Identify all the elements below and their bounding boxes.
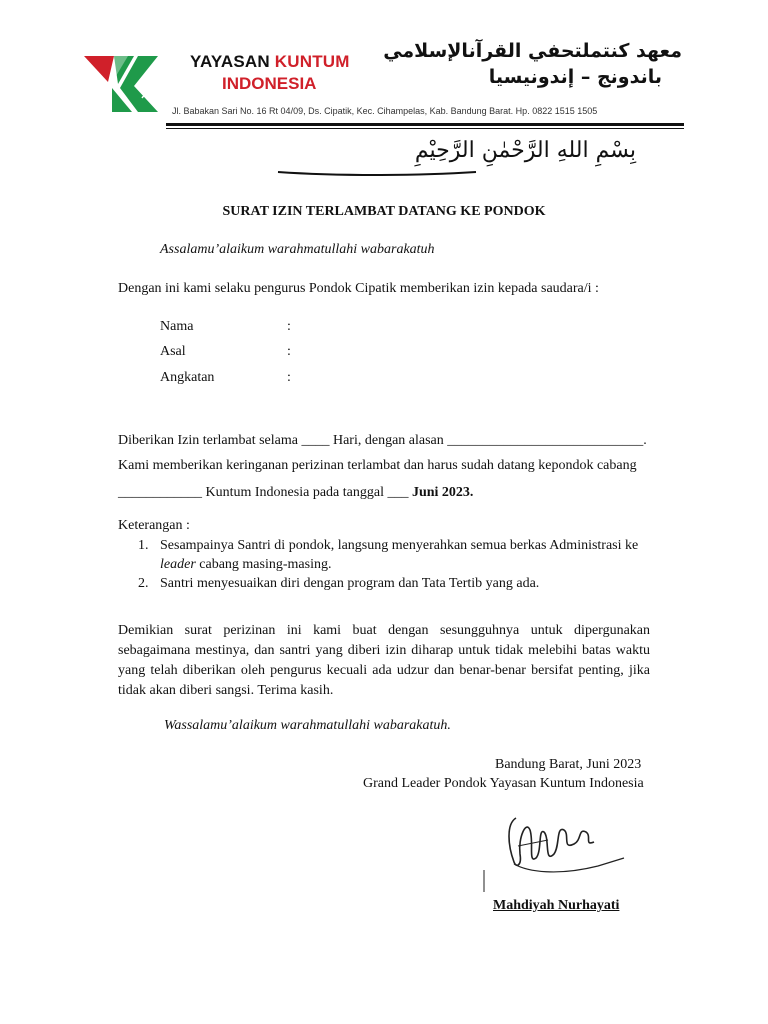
header-rule-thin xyxy=(166,128,684,129)
field-sep-nama: : xyxy=(287,319,291,334)
field-sep-angkatan: : xyxy=(287,370,291,385)
org-name xyxy=(190,52,350,72)
signer-name: Mahdiyah Nurhayati xyxy=(493,898,620,913)
field-sep-asal: : xyxy=(287,344,291,359)
intro-text: Dengan ini kami selaku pengurus Pondok Cipatik memberikan izin kepada saudara/i : xyxy=(118,281,599,296)
tanggal-line-text: ____________ Kuntum Indonesia pada tanggal ___ xyxy=(118,485,412,500)
tanggal-line xyxy=(118,485,473,501)
yayasan-kuntum-logo xyxy=(84,54,162,116)
greeting: Assalamu’alaikum warahmatullahi wabarakatuh xyxy=(160,242,435,257)
closing-salam: Wassalamu’alaikum warahmatullahi wabarakatuh. xyxy=(164,718,451,733)
note-text-1-cont xyxy=(160,557,331,573)
keringanan-line: Kami memberikan keringanan perizinan terlambat dan harus sudah datang kepondok cabang xyxy=(118,458,637,473)
bismillah-calligraphy xyxy=(276,136,636,184)
keterangan-label: Keterangan : xyxy=(118,518,190,533)
note-text-2: Santri menyesuaikan diri dengan program dan Tata Tertib yang ada. xyxy=(160,576,540,591)
note-text-1-rest: cabang masing-masing. xyxy=(195,557,332,572)
note-leader-word: leader xyxy=(160,557,196,572)
header-rule-thick xyxy=(166,123,684,126)
org-name-part2: KUNTUM xyxy=(274,52,350,71)
tanggal-month: Juni 2023. xyxy=(411,485,474,500)
signature-image xyxy=(478,806,628,896)
field-label-nama: Nama xyxy=(160,319,194,334)
org-name-part1: YAYASAN xyxy=(190,52,270,71)
closing-paragraph: Demikian surat perizinan ini kami buat dengan sesungguhnya untuk dipergunakan sebagaimana mestinya, dan santri yang diberi izin diharap untuk tidak melebihi batas waktu yang telah diberikan oleh pengurus kecuali ada udzur dan benar-benar bersifat penting, jika tidak akan diberi sangsi. Terima kasih. xyxy=(118,623,650,698)
letter-title: SURAT IZIN TERLAMBAT DATANG KE PONDOK xyxy=(222,204,546,219)
arabic-org-location: باندونج – إندونيسيا xyxy=(488,66,662,88)
arabic-org-name: معهد كنتملتحفي القرآنالإسلامي xyxy=(383,40,682,62)
place-date: Bandung Barat, Juni 2023 xyxy=(495,757,642,772)
note-number-1: 1. xyxy=(138,538,149,553)
bismillah-text: بِسْمِ اللهِ الرَّحْمٰنِ الرَّحِيْمِ xyxy=(414,138,636,163)
note-number-2: 2. xyxy=(138,576,149,591)
org-address: Jl. Babakan Sari No. 16 Rt 04/09, Ds. Cipatik, Kec. Cihampelas, Kab. Bandung Barat. Hp. 0822 1515 1505 xyxy=(172,106,598,116)
izin-duration-line: Diberikan Izin terlambat selama ____ Hari, dengan alasan ____________________________. xyxy=(118,433,647,448)
field-label-asal: Asal xyxy=(160,344,186,359)
org-name-line2: INDONESIA xyxy=(222,74,317,93)
signer-title: Grand Leader Pondok Yayasan Kuntum Indonesia xyxy=(363,776,644,791)
note-text-1: Sesampainya Santri di pondok, langsung menyerahkan semua berkas Administrasi ke xyxy=(160,538,639,553)
field-label-angkatan: Angkatan xyxy=(160,370,215,385)
